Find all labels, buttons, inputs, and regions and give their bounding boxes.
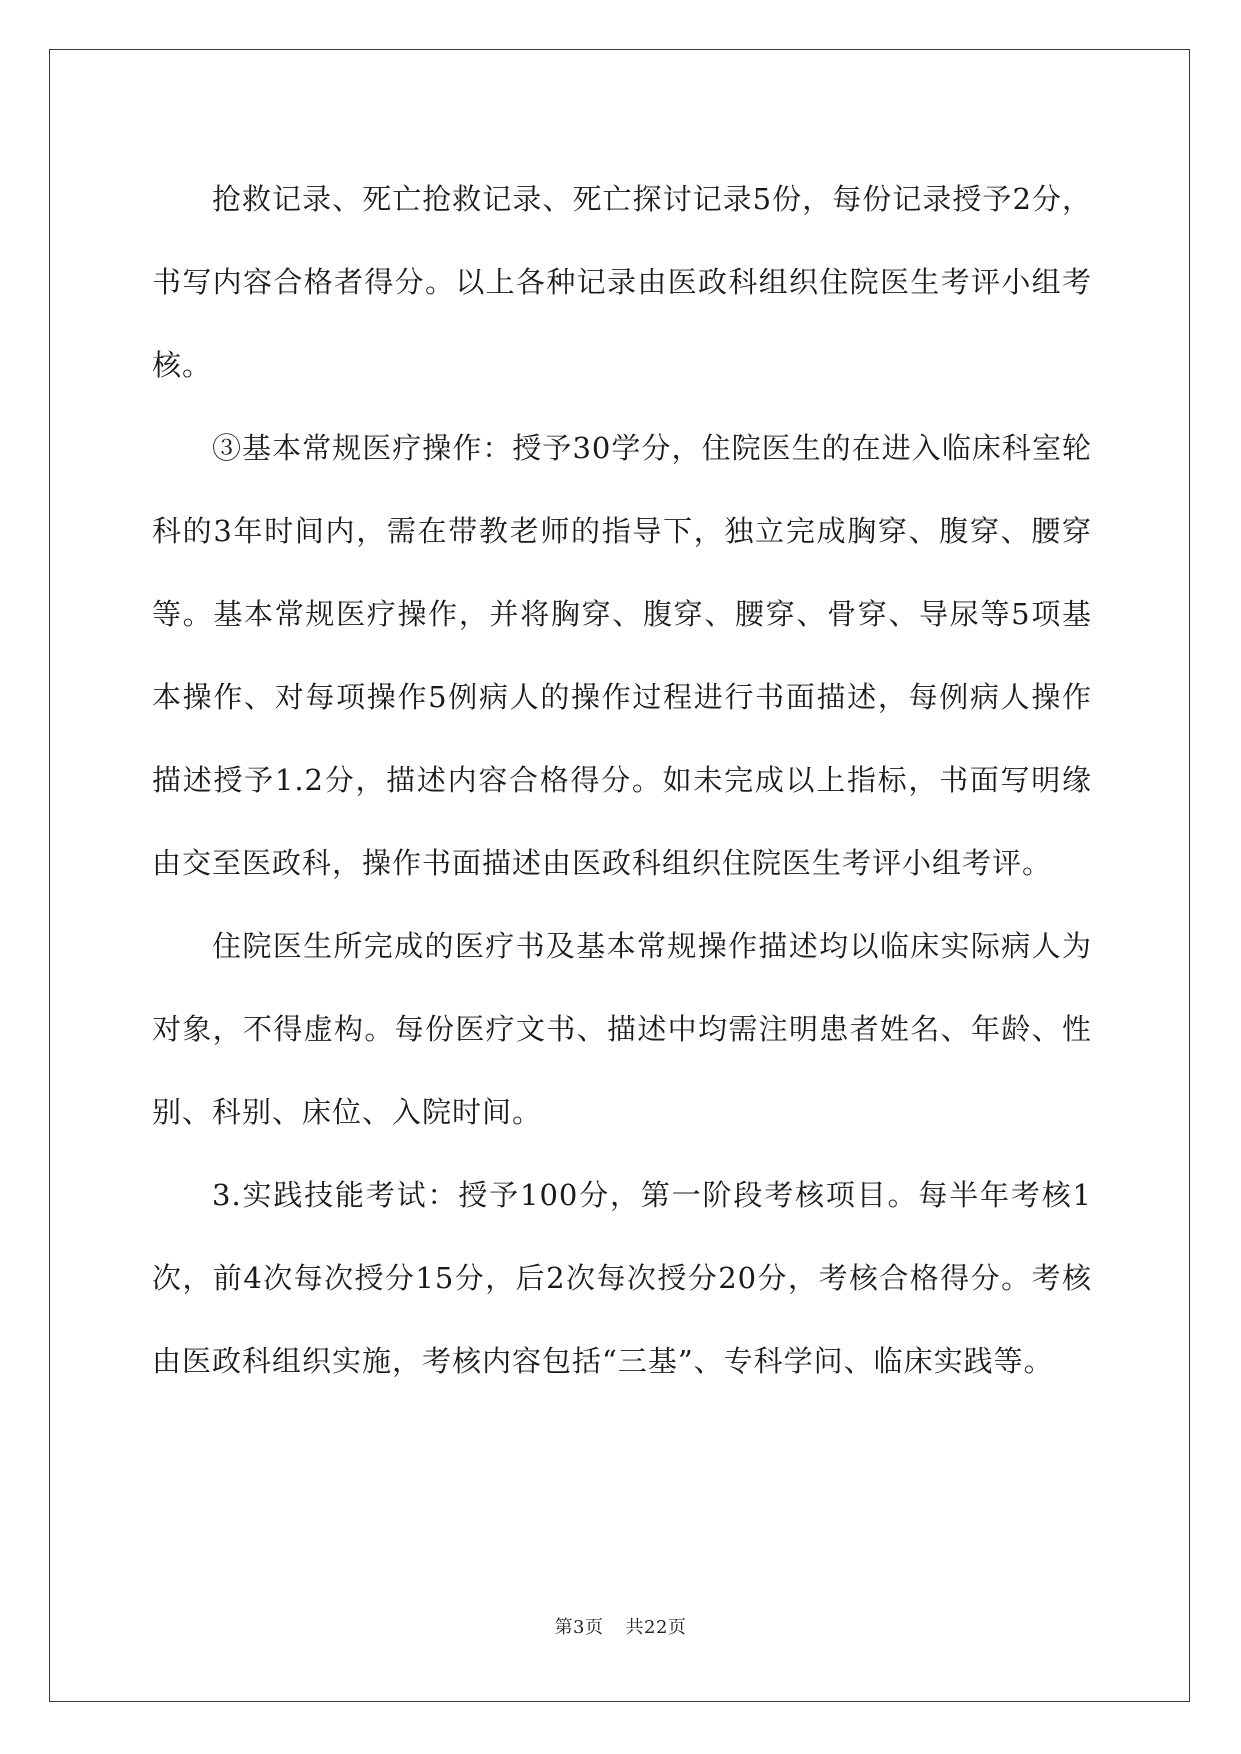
paragraph-skills-exam: 3.实践技能考试：授予100分，第一阶段考核项目。每半年考核1次，前4次每次授分15分，后2次每次授分20分，考核合格得分。考核由医政科组织实施，考核内容包括“三基”、专科学问、临床实践等。 (152, 1178, 1092, 1378)
page-total: 共22页 (625, 1617, 687, 1638)
paragraph-patient-requirements: 住院医生所完成的医疗书及基本常规操作描述均以临床实际病人为对象，不得虚构。每份医疗文书、描述中均需注明患者姓名、年龄、性别、科别、床位、入院时间。 (152, 929, 1092, 1129)
paragraph-basic-operations: ③基本常规医疗操作：授予30学分，住院医生的在进入临床科室轮科的3年时间内，需在带教老师的指导下，独立完成胸穿、腹穿、腰穿等。基本常规医疗操作，并将胸穿、腹穿、腰穿、骨穿、导尿等5项基本操作、对每项操作5例病人的操作过程进行书面描述，每例病人操作描述授予1.2分，描述内容合格得分。如未完成以上指标，书面写明缘由交至医政科，操作书面描述由医政科组织住院医生考评小组考评。 (152, 431, 1092, 880)
paragraph-rescue-records: 抢救记录、死亡抢救记录、死亡探讨记录5份，每份记录授予2分，书写内容合格者得分。以上各种记录由医政科组织住院医生考评小组考核。 (152, 182, 1092, 382)
page-number: 第3页 (554, 1617, 604, 1638)
document-body (152, 158, 1092, 1403)
page-footer (0, 1613, 1241, 1639)
